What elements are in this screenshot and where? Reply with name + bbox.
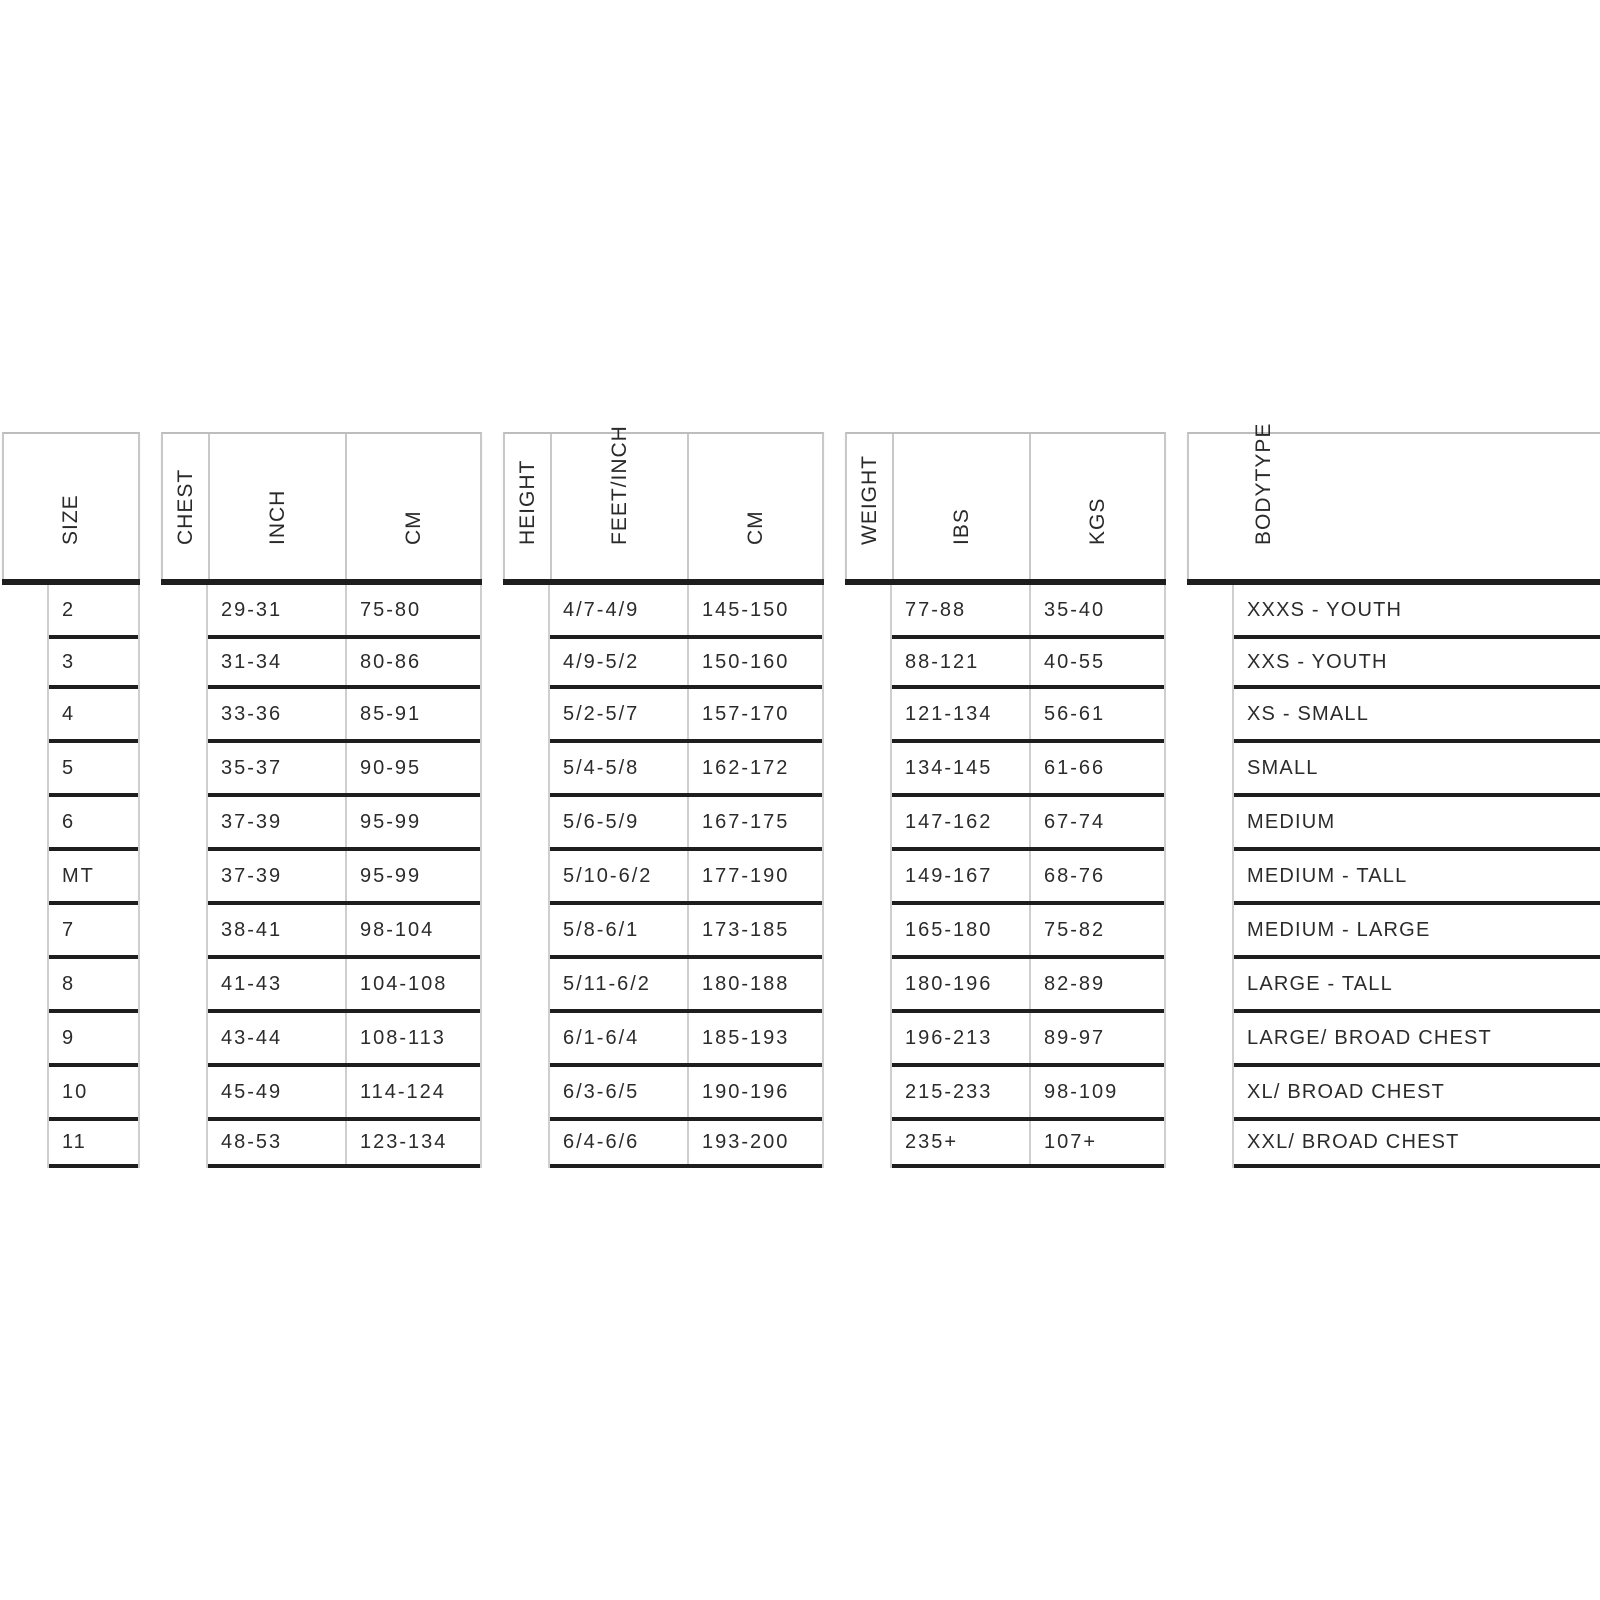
chest-inch-cell: 37-39	[221, 810, 283, 833]
height-ftin-cell: 4/9-5/2	[563, 650, 640, 673]
height-cm-cell: 177-190	[687, 851, 822, 901]
bodytype-row	[1234, 905, 1600, 959]
chest-inch-cell: 29-31	[221, 598, 283, 621]
bodytype-cell: LARGE/ BROAD CHEST	[1247, 1026, 1492, 1049]
height-row	[550, 743, 822, 797]
chest-inch-cell: 43-44	[221, 1026, 283, 1049]
chest-inch-cell: 45-49	[221, 1080, 283, 1103]
weight-row	[892, 1067, 1164, 1121]
kgs-cell: 40-55	[1029, 639, 1164, 685]
height-cm-cell: 157-170	[687, 689, 822, 739]
chest-group-header	[163, 434, 208, 581]
bodytype-row	[1234, 689, 1600, 743]
weight-group-label: WEIGHT	[857, 455, 881, 545]
chest-inch-label: INCH	[265, 489, 289, 545]
lbs-cell: 235+	[905, 1131, 959, 1153]
size-row	[49, 905, 138, 959]
kgs-cell: 61-66	[1029, 743, 1164, 793]
lbs-cell: 149-167	[905, 864, 993, 887]
height-cm-cell: 150-160	[687, 639, 822, 685]
size-cell: 6	[62, 810, 76, 833]
size-row	[49, 585, 138, 639]
chest-row	[208, 743, 480, 797]
chest-inch-cell: 48-53	[221, 1131, 283, 1153]
weight-kgs-header	[1029, 434, 1164, 581]
weight-row	[892, 959, 1164, 1013]
kgs-cell: 68-76	[1029, 851, 1164, 901]
chest-row	[208, 1013, 480, 1067]
chest-cm-cell: 95-99	[345, 797, 480, 847]
height-ftin-cell: 6/4-6/6	[563, 1131, 640, 1153]
bodytype-row	[1234, 585, 1600, 639]
height-ftin-cell: 5/6-5/9	[563, 810, 640, 833]
height-cm-cell: 193-200	[687, 1121, 822, 1164]
kgs-cell: 75-82	[1029, 905, 1164, 955]
chest-cm-cell: 98-104	[345, 905, 480, 955]
weight-row	[892, 743, 1164, 797]
lbs-cell: 88-121	[905, 650, 980, 673]
height-group-label: HEIGHT	[515, 459, 539, 545]
bodytype-header-label: BODYTYPE	[1252, 422, 1275, 545]
size-row	[49, 639, 138, 689]
height-row	[550, 797, 822, 851]
chest-inch-cell: 35-37	[221, 756, 283, 779]
size-cell: 8	[62, 972, 76, 995]
chest-inch-cell: 38-41	[221, 918, 283, 941]
height-row	[550, 1067, 822, 1121]
chest-cm-cell: 80-86	[345, 639, 480, 685]
chest-row	[208, 585, 480, 639]
size-column-body	[47, 585, 140, 1168]
height-cm-cell: 190-196	[687, 1067, 822, 1117]
lbs-cell: 180-196	[905, 972, 993, 995]
bodytype-cell: XS - SMALL	[1247, 702, 1370, 725]
weight-header	[845, 432, 1166, 579]
chest-cm-label: CM	[401, 510, 425, 545]
bodytype-row	[1234, 797, 1600, 851]
size-header-cell	[4, 434, 138, 581]
height-cm-cell: 162-172	[687, 743, 822, 793]
height-cm-cell: 167-175	[687, 797, 822, 847]
bodytype-cell: MEDIUM - TALL	[1247, 864, 1408, 887]
bodytype-row	[1234, 1013, 1600, 1067]
kgs-cell: 98-109	[1029, 1067, 1164, 1117]
lbs-cell: 215-233	[905, 1080, 993, 1103]
size-cell: 11	[62, 1131, 87, 1153]
weight-kgs-label: KGS	[1085, 497, 1109, 545]
kgs-cell: 56-61	[1029, 689, 1164, 739]
size-cell: 5	[62, 756, 76, 779]
bodytype-header-cell	[1189, 422, 1339, 581]
bodytype-cell: XL/ BROAD CHEST	[1247, 1080, 1446, 1103]
chest-row	[208, 1121, 480, 1168]
size-cell: 3	[62, 650, 76, 673]
bodytype-row	[1234, 639, 1600, 689]
weight-row	[892, 585, 1164, 639]
height-ftin-cell: 5/4-5/8	[563, 756, 640, 779]
size-header	[2, 432, 140, 579]
weight-row	[892, 689, 1164, 743]
height-cm-cell: 145-150	[687, 585, 822, 635]
bodytype-cell: XXL/ BROAD CHEST	[1247, 1131, 1460, 1153]
lbs-cell: 121-134	[905, 702, 993, 725]
height-ftin-cell: 5/8-6/1	[563, 918, 640, 941]
height-group-header	[505, 434, 550, 581]
height-row	[550, 959, 822, 1013]
height-header	[503, 425, 824, 579]
height-ftin-cell: 5/10-6/2	[563, 864, 653, 887]
size-cell: 4	[62, 702, 76, 725]
size-row	[49, 743, 138, 797]
bodytype-cell: LARGE - TALL	[1247, 972, 1393, 995]
kgs-cell: 89-97	[1029, 1013, 1164, 1063]
chest-inch-cell: 33-36	[221, 702, 283, 725]
chest-column-body	[206, 585, 482, 1168]
bodytype-row	[1234, 743, 1600, 797]
weight-row	[892, 905, 1164, 959]
bodytype-row	[1234, 1121, 1600, 1168]
kgs-cell: 67-74	[1029, 797, 1164, 847]
size-row	[49, 689, 138, 743]
size-cell: 2	[62, 598, 76, 621]
chest-cm-header	[345, 434, 480, 581]
bodytype-row	[1234, 1067, 1600, 1121]
chest-cm-cell: 108-113	[345, 1013, 480, 1063]
size-header-label: SIZE	[59, 494, 82, 545]
height-ftin-cell: 5/2-5/7	[563, 702, 640, 725]
chest-inch-cell: 31-34	[221, 650, 283, 673]
chest-cm-cell: 95-99	[345, 851, 480, 901]
height-ftin-cell: 6/3-6/5	[563, 1080, 640, 1103]
size-cell: 9	[62, 1026, 76, 1049]
bodytype-cell: SMALL	[1247, 756, 1319, 779]
weight-column-body	[890, 585, 1166, 1168]
bodytype-row	[1234, 959, 1600, 1013]
weight-group-header	[847, 434, 892, 581]
height-row	[550, 851, 822, 905]
chest-cm-cell: 85-91	[345, 689, 480, 739]
size-cell: 7	[62, 918, 76, 941]
height-ftin-header	[550, 425, 687, 581]
bodytype-cell: MEDIUM - LARGE	[1247, 918, 1431, 941]
bodytype-row	[1234, 851, 1600, 905]
lbs-cell: 134-145	[905, 756, 993, 779]
height-ftin-cell: 4/7-4/9	[563, 598, 640, 621]
size-row	[49, 959, 138, 1013]
height-ftin-cell: 5/11-6/2	[563, 972, 651, 995]
height-cm-cell: 180-188	[687, 959, 822, 1009]
height-row	[550, 639, 822, 689]
kgs-cell: 82-89	[1029, 959, 1164, 1009]
height-ftin-cell: 6/1-6/4	[563, 1026, 640, 1049]
chest-inch-header	[208, 434, 345, 581]
height-row	[550, 905, 822, 959]
chest-cm-cell: 114-124	[345, 1067, 480, 1117]
height-row	[550, 585, 822, 639]
size-cell: MT	[62, 864, 95, 887]
height-row	[550, 1013, 822, 1067]
chest-row	[208, 797, 480, 851]
height-ftin-label: FEET/INCH	[607, 425, 631, 545]
bodytype-header	[1187, 422, 1600, 579]
kgs-cell: 107+	[1029, 1121, 1164, 1164]
weight-row	[892, 639, 1164, 689]
chest-cm-cell: 104-108	[345, 959, 480, 1009]
size-row	[49, 1067, 138, 1121]
chest-row	[208, 1067, 480, 1121]
weight-row	[892, 851, 1164, 905]
chest-inch-cell: 41-43	[221, 972, 283, 995]
weight-row	[892, 797, 1164, 851]
height-row	[550, 1121, 822, 1168]
lbs-cell: 77-88	[905, 598, 967, 621]
chest-cm-cell: 123-134	[345, 1121, 480, 1164]
chest-row	[208, 639, 480, 689]
bodytype-cell: XXXS - YOUTH	[1247, 598, 1403, 621]
weight-lbs-header	[892, 434, 1029, 581]
height-cm-cell: 173-185	[687, 905, 822, 955]
lbs-cell: 196-213	[905, 1026, 993, 1049]
kgs-cell: 35-40	[1029, 585, 1164, 635]
height-cm-cell: 185-193	[687, 1013, 822, 1063]
chest-cm-cell: 75-80	[345, 585, 480, 635]
height-cm-header	[687, 434, 822, 581]
chest-group-label: CHEST	[173, 468, 197, 545]
bodytype-cell: MEDIUM	[1247, 810, 1336, 833]
chest-row	[208, 905, 480, 959]
chest-row	[208, 689, 480, 743]
bodytype-column-body	[1232, 585, 1600, 1168]
size-row	[49, 797, 138, 851]
height-column-body	[548, 585, 824, 1168]
size-row	[49, 1121, 138, 1168]
chest-inch-cell: 37-39	[221, 864, 283, 887]
bodytype-cell: XXS - YOUTH	[1247, 650, 1388, 673]
weight-lbs-label: IBS	[949, 508, 973, 545]
chest-row	[208, 959, 480, 1013]
chest-row	[208, 851, 480, 905]
chest-header	[161, 432, 482, 579]
size-row	[49, 1013, 138, 1067]
weight-row	[892, 1013, 1164, 1067]
height-row	[550, 689, 822, 743]
chest-cm-cell: 90-95	[345, 743, 480, 793]
lbs-cell: 147-162	[905, 810, 993, 833]
height-cm-label: CM	[743, 510, 767, 545]
weight-row	[892, 1121, 1164, 1168]
lbs-cell: 165-180	[905, 918, 993, 941]
size-cell: 10	[62, 1080, 89, 1103]
size-row	[49, 851, 138, 905]
